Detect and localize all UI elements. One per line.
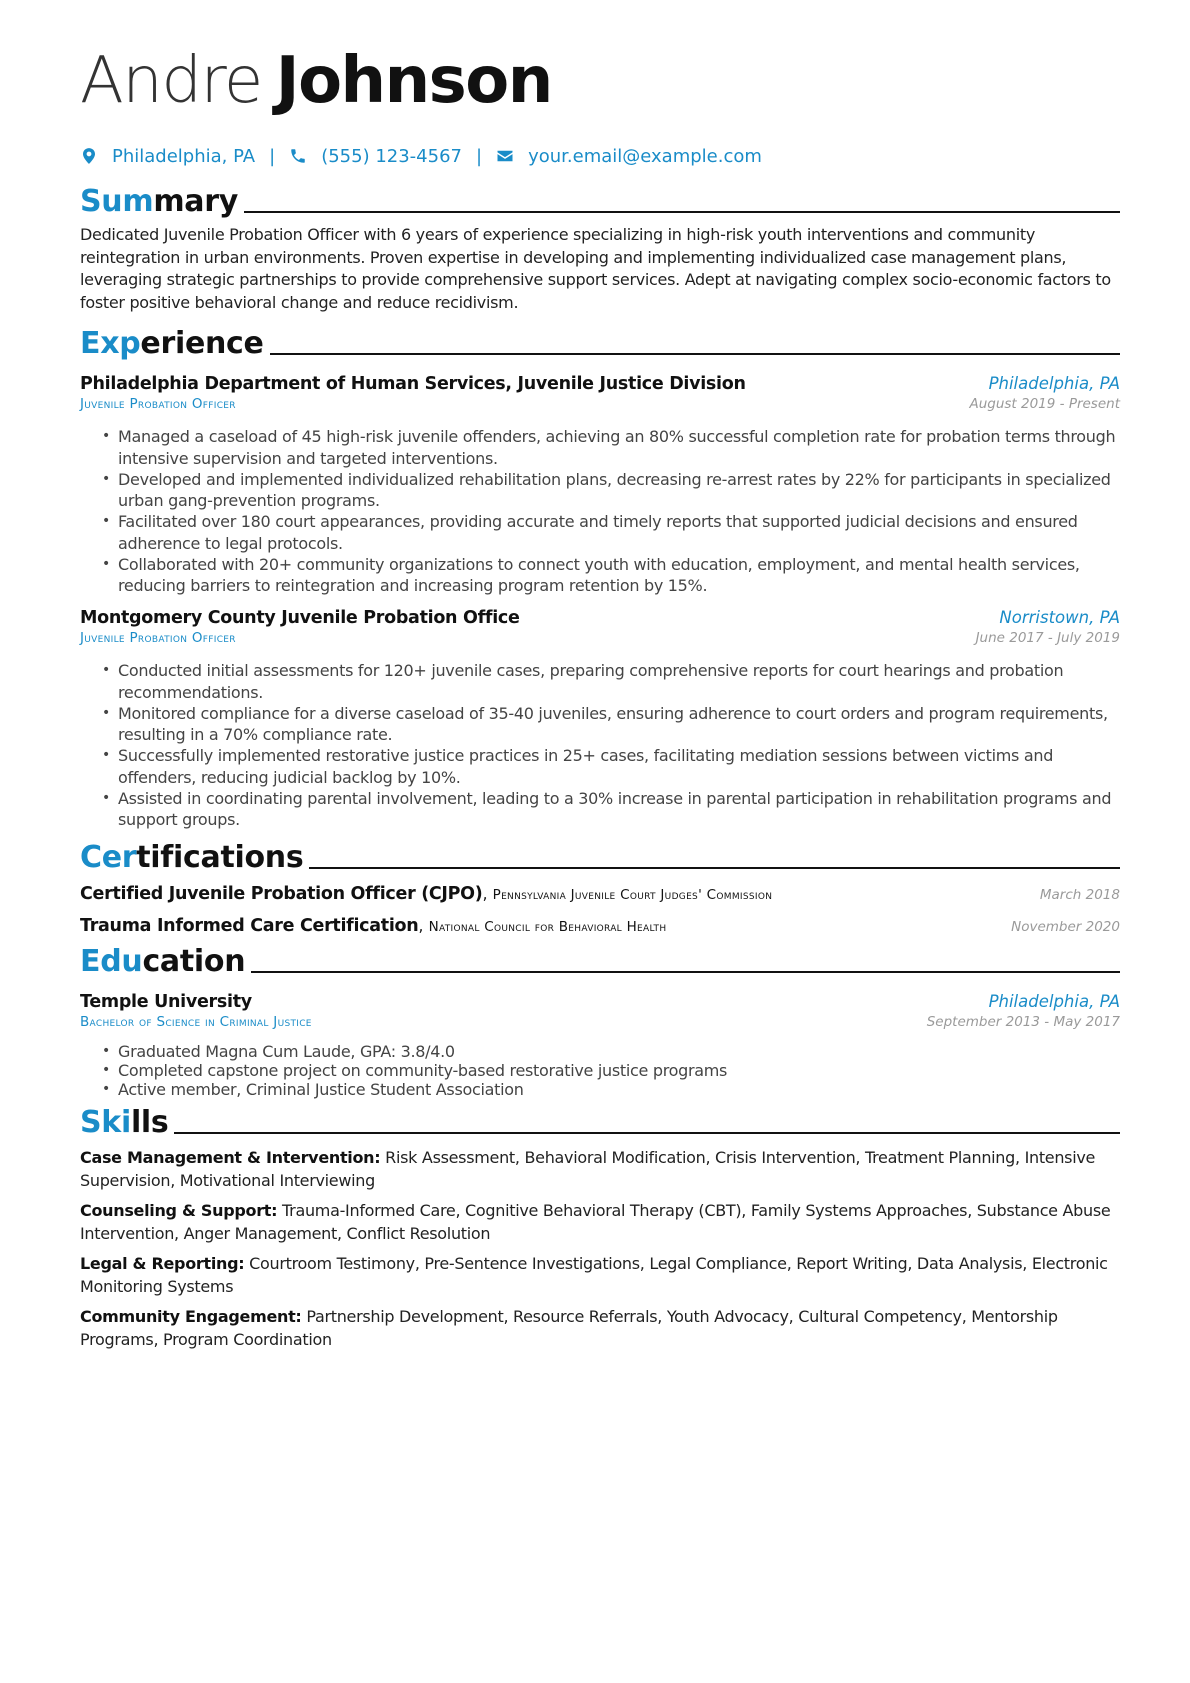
last-name: Johnson	[275, 44, 552, 118]
contact-email[interactable]	[496, 146, 762, 167]
certification-date: March 2018	[1039, 887, 1120, 903]
job-dates: June 2017 - July 2019	[975, 630, 1120, 646]
skill-category: Legal & Reporting:	[80, 1254, 245, 1273]
map-marker-icon	[80, 146, 98, 166]
section-rule	[309, 867, 1120, 869]
skill-items: Courtroom Testimony, Pre-Sentence Investigations, Legal Compliance, Report Writing, Data Analysis, Electronic Monitoring Systems	[80, 1254, 1108, 1296]
contact-separator: |	[476, 145, 483, 167]
list-item: • Developed and implemented individualized rehabilitation plans, decreasing re-arrest rates by 22% for participants in specialized urban gang-prevention programs.	[102, 469, 1120, 512]
list-item: • Monitored compliance for a diverse caseload of 35-40 juveniles, ensuring adherence to court orders and program requirements, resulting in a 70% compliance rate.	[102, 703, 1120, 746]
section-title: Certifications	[80, 840, 304, 875]
certifications-section	[80, 838, 1120, 936]
list-item: • Managed a caseload of 45 high-risk juvenile offenders, achieving an 80% successful completion rate for probation terms through intensive supervision and targeted interventions.	[102, 426, 1120, 469]
certification-name: Trauma Informed Care Certification	[80, 916, 419, 936]
job-organization: Philadelphia Department of Human Services, Juvenile Justice Division	[80, 374, 746, 394]
certification-name: Certified Juvenile Probation Officer (CJPO)	[80, 884, 483, 904]
experience-section	[80, 324, 1120, 831]
skill-category: Case Management & Intervention:	[80, 1148, 381, 1167]
skill-category: Counseling & Support:	[80, 1201, 278, 1220]
job-role: Juvenile Probation Officer	[80, 396, 236, 412]
job-location: Norristown, PA	[999, 608, 1120, 627]
job-entry	[80, 374, 1120, 597]
resume-page	[80, 40, 1120, 1351]
job-role: Juvenile Probation Officer	[80, 630, 236, 646]
job-location: Philadelphia, PA	[988, 374, 1120, 393]
list-item: • Assisted in coordinating parental involvement, leading to a 30% increase in parental participation in rehabilitation programs and support groups.	[102, 788, 1120, 831]
section-heading	[80, 182, 1120, 220]
certification-issuer: Pennsylvania Juvenile Court Judges' Commission	[492, 887, 773, 903]
section-rule	[244, 211, 1120, 213]
section-title: Education	[80, 944, 246, 979]
section-title: Experience	[80, 326, 264, 361]
list-item: • Collaborated with 20+ community organizations to connect youth with education, employment, and mental health services, reducing barriers to reintegration and increasing program retention by 15%.	[102, 554, 1120, 597]
section-heading	[80, 1103, 1120, 1141]
section-heading	[80, 838, 1120, 876]
skill-category: Community Engagement:	[80, 1307, 302, 1326]
job-dates: August 2019 - Present	[969, 396, 1120, 412]
certification-issuer: National Council for Behavioral Health	[428, 919, 667, 935]
section-rule	[174, 1132, 1120, 1134]
skill-items: Trauma-Informed Care, Cognitive Behavioral Therapy (CBT), Family Systems Approaches, Substance Abuse Intervention, Anger Management, Conflict Resolution	[80, 1201, 1111, 1243]
list-item: • Conducted initial assessments for 120+ juvenile cases, preparing comprehensive reports for court hearings and probation recommendations.	[102, 660, 1120, 703]
summary-text: Dedicated Juvenile Probation Officer with 6 years of experience specializing in high-risk youth interventions and community reintegration in urban environments. Proven expertise in developing and implementing individualized case management plans, leveraging strategic partnerships to provide comprehensive support services. Adept at navigating complex socio-economic factors to foster positive behavioral change and reduce recidivism.	[80, 225, 1111, 312]
summary-section	[80, 182, 1120, 314]
contact-phone[interactable]	[289, 146, 462, 167]
phone-icon	[289, 146, 307, 166]
school-location: Philadelphia, PA	[988, 992, 1120, 1011]
degree: Bachelor of Science in Criminal Justice	[80, 1014, 312, 1030]
contact-separator: |	[269, 145, 276, 167]
certification-date: November 2020	[1011, 919, 1120, 935]
first-name: Andre	[80, 44, 262, 118]
section-heading	[80, 324, 1120, 362]
skill-group	[80, 1147, 1120, 1192]
school-name: Temple University	[80, 992, 252, 1012]
email-link[interactable]: your.email@example.com	[528, 145, 762, 167]
phone-text: (555) 123-4567	[321, 145, 462, 167]
candidate-name	[80, 40, 1120, 122]
section-rule	[251, 971, 1120, 973]
envelope-icon	[496, 146, 514, 166]
skill-group	[80, 1200, 1120, 1245]
list-item: • Active member, Criminal Justice Student Association	[102, 1080, 1120, 1099]
job-bullets	[102, 426, 1120, 597]
section-title: Skills	[80, 1105, 169, 1140]
job-entry	[80, 608, 1120, 831]
job-bullets	[102, 660, 1120, 831]
contact-location	[80, 146, 255, 167]
education-dates: September 2013 - May 2017	[926, 1014, 1120, 1030]
list-item: • Facilitated over 180 court appearances, providing accurate and timely reports that supported judicial decisions and ensured adherence to legal protocols.	[102, 511, 1120, 554]
education-section	[80, 942, 1120, 1099]
job-organization: Montgomery County Juvenile Probation Office	[80, 608, 520, 628]
certification-item: Certified Juvenile Probation Officer (CJPO), Pennsylvania Juvenile Court Judges' Commission March 2018	[80, 884, 1120, 904]
location-text: Philadelphia, PA	[112, 145, 256, 167]
skill-items: Partnership Development, Resource Referrals, Youth Advocacy, Cultural Competency, Mentorship Programs, Program Coordination	[80, 1307, 1058, 1349]
education-entry	[80, 992, 1120, 1099]
certification-item: Trauma Informed Care Certification, National Council for Behavioral Health November 2020	[80, 916, 1120, 936]
section-rule	[270, 353, 1120, 355]
skill-group	[80, 1253, 1120, 1298]
list-item: • Graduated Magna Cum Laude, GPA: 3.8/4.0	[102, 1042, 1120, 1061]
skill-group	[80, 1306, 1120, 1351]
section-title: Summary	[80, 184, 238, 219]
list-item: • Completed capstone project on community-based restorative justice programs	[102, 1061, 1120, 1080]
section-heading	[80, 942, 1120, 980]
contact-bar	[80, 144, 1120, 168]
skills-section	[80, 1103, 1120, 1351]
list-item: • Successfully implemented restorative justice practices in 25+ cases, facilitating mediation sessions between victims and offenders, reducing judicial backlog by 10%.	[102, 745, 1120, 788]
skill-items: Risk Assessment, Behavioral Modification, Crisis Intervention, Treatment Planning, Intensive Supervision, Motivational Interviewing	[80, 1148, 1096, 1190]
education-bullets	[102, 1042, 1120, 1099]
